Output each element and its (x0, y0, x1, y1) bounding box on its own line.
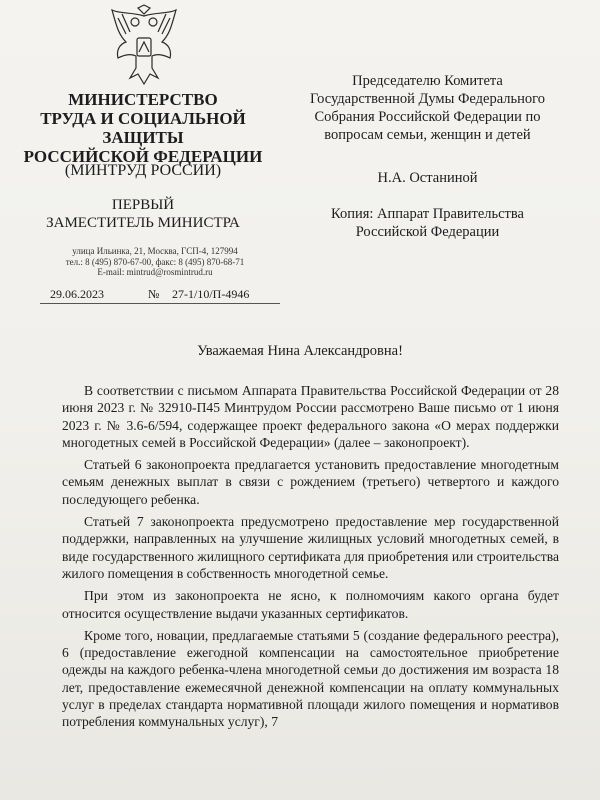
ministry-line: ЗАЩИТЫ (102, 128, 184, 147)
sender-position (18, 196, 268, 232)
recipient-line: Государственной Думы Федерального (309, 91, 545, 107)
ministry-line: РОССИЙСКОЙ ФЕДЕРАЦИИ (23, 147, 263, 166)
body-paragraph: В соответствии с письмом Аппарата Правительства Российской Федерации от 28 июня 2023 г. № 32910-П45 Минтрудом России рассмотрено Ваше письмо от 1 июня 2023 г. № 3.6-6/594, содержащее проект федерального закона «О мерах поддержки многодетных семей в Российской Федерации» (далее – законопроект). (62, 383, 559, 450)
copy-line: Копия: Аппарат Правительства (331, 206, 524, 222)
address-line: тел.: 8 (495) 870-67-00, факс: 8 (495) 870-68-71 (65, 256, 245, 267)
recipient-name: Н.А. Останиной (377, 170, 478, 186)
ministry-line: МИНИСТЕРСТВО (68, 90, 218, 109)
recipient-line: вопросам семьи, женщин и детей (324, 127, 531, 143)
registration-number-label: № (148, 287, 160, 301)
copy-recipient (290, 205, 565, 241)
body-paragraph: Кроме того, новации, предлагаемые статьями 5 (создание федерального реестра), 6 (предоставление ежегодной компенсации на самостоятельное приобретение одежды на каждого ребенка-члена многодетной семьи до достижения им возраста 18 лет, предоставление ежемесячной денежной компенсации на оплату коммунальных услуг в пределах стандарта нормативной площади жилого помещения и нормативов потребления коммунальных услуг), 7 (62, 627, 559, 730)
body-paragraph: Статьей 6 законопроекта предлагается установить предоставление многодетным семьям денежных выплат в связи с рождением (третьего) четвертого и каждого последующего ребенка. (62, 457, 559, 507)
ministry-name (18, 90, 268, 166)
registration-number: 27-1/10/П-4946 (172, 287, 250, 301)
address-line: улица Ильинка, 21, Москва, ГСП-4, 127994 (72, 246, 238, 256)
body-paragraph: Статьей 7 законопроекта предусмотрено предоставление мер государственной поддержки, направленных на улучшение жилищных условий многодетных семей, в виде государственного жилищного сертификата для приобретения или строительства жилого помещения в собственность многодетной семье. (62, 514, 559, 581)
ministry-short-name: (МИНТРУД РОССИИ) (64, 162, 222, 179)
recipient-line: Собрания Российской Федерации по (314, 109, 541, 125)
coat-of-arms-emblem (108, 4, 180, 86)
ministry-line: ТРУДА И СОЦИАЛЬНОЙ (40, 109, 246, 128)
position-line: ЗАМЕСТИТЕЛЬ МИНИСТРА (46, 215, 240, 231)
letter-body (62, 382, 559, 736)
salutation: Уважаемая Нина Александровна! (197, 343, 403, 359)
position-line: ПЕРВЫЙ (111, 197, 175, 213)
registration-date: 29.06.2023 (50, 287, 104, 301)
ministry-address (40, 246, 270, 278)
recipient-block (290, 72, 565, 144)
registration-line (40, 287, 280, 304)
address-line: E-mail: mintrud@rosmintrud.ru (97, 267, 213, 277)
copy-line: Российской Федерации (355, 224, 500, 240)
recipient-line: Председателю Комитета (352, 73, 503, 89)
body-paragraph: При этом из законопроекта не ясно, к полномочиям какого органа будет относится осуществление выдачи указанных сертификатов. (62, 588, 559, 621)
